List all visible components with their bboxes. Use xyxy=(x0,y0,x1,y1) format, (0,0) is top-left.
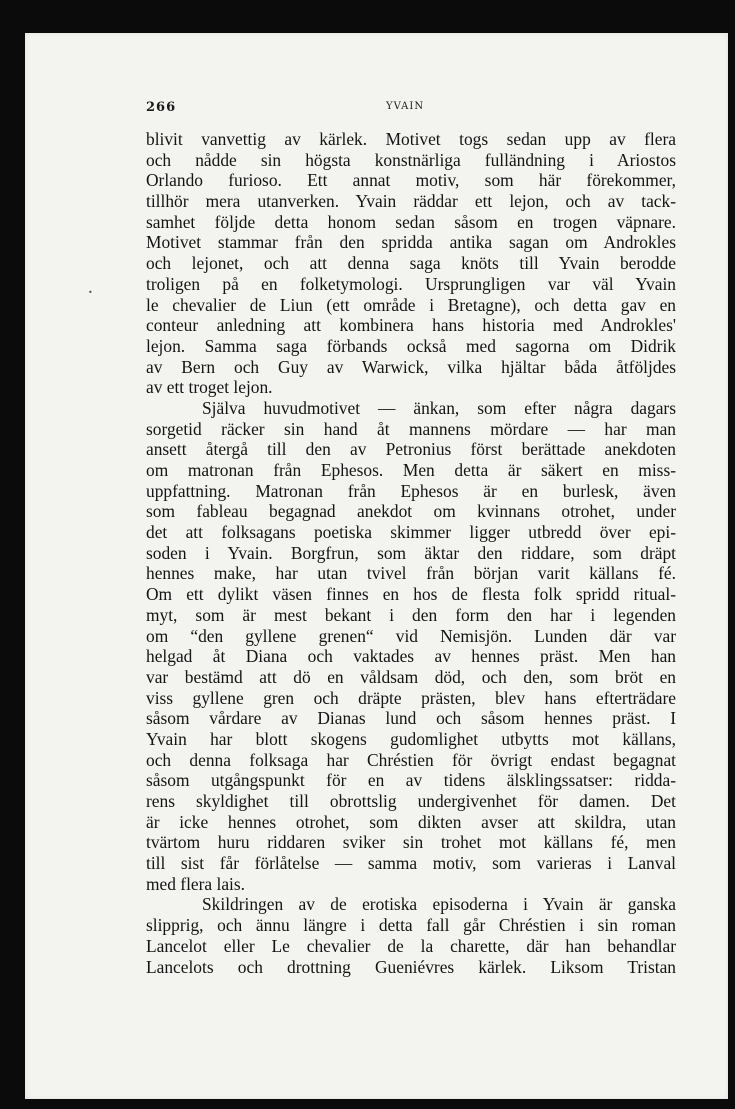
text-line: tvärtom huru riddaren sviker sin trohet mot källans fé, men xyxy=(146,832,676,853)
text-line: Yvain har blott skogens gudomlighet utbytts mot källans, xyxy=(146,728,676,749)
page-header xyxy=(146,100,676,120)
text-line: och denna folksaga har Chréstien för övrigt endast begagnat xyxy=(146,749,676,770)
text-line: Själva huvudmotivet — änkan, som efter några dagars xyxy=(202,397,676,418)
text-line: av ett troget lejon. xyxy=(146,377,273,398)
text-line: såsom vårdare av Dianas lund och såsom hennes präst. I xyxy=(146,708,676,729)
margin-mark: • xyxy=(88,288,93,297)
text-line: tillhör mera utanverken. Yvain räddar ett lejon, och av tack- xyxy=(146,191,676,212)
text-line: troligen på en folketymologi. Ursprungligen var väl Yvain xyxy=(146,273,676,294)
running-title: YVAIN xyxy=(386,101,425,112)
text-line: le chevalier de Liun (ett område i Bretagne), och detta gav en xyxy=(146,294,676,315)
text-line: som fableau begagnad anekdot om kvinnans otrohet, under xyxy=(146,501,676,522)
text-line: Skildringen av de erotiska episoderna i Yvain är ganska xyxy=(202,894,676,915)
text-line: Om ett dylikt väsen finnes en hos de flesta folk spridd ritual- xyxy=(146,584,676,605)
text-line: av Bern och Guy av Warwick, vilka hjältar båda åtföljdes xyxy=(146,356,676,377)
text-line: rens skyldighet till obrottslig undergivenhet för damen. Det xyxy=(146,791,676,811)
text-line: viss gyllene gren och dräpte prästen, blev hans efterträdare xyxy=(146,687,676,708)
text-line: om “den gyllene grenen“ vid Nemisjön. Lunden där var xyxy=(146,625,676,646)
text-line: sorgetid räcker sin hand åt mannens mördare — har man xyxy=(146,418,676,439)
text-line: och nådde sin högsta konstnärliga fulländning i Ariostos xyxy=(146,149,676,170)
text-line: helgad åt Diana och vaktades av hennes präst. Men han xyxy=(146,646,676,667)
text-line: blivit vanvettig av kärlek. Motivet togs sedan upp av flera xyxy=(146,129,676,149)
text-line: myt, som är mest bekant i den form den har i legenden xyxy=(146,604,676,625)
text-line: var bestämd att dö en våldsam död, och den, som bröt en xyxy=(146,666,676,687)
text-line: och lejonet, och att denna saga knöts till Yvain berodde xyxy=(146,253,676,274)
text-line: Lancelots och drottning Gueniévres kärlek. Liksom Tristan xyxy=(146,956,676,977)
text-line: Motivet stammar från den spridda antika sagan om Androkles xyxy=(146,232,676,253)
text-line: med flera lais. xyxy=(146,873,245,894)
text-line: hennes make, har utan tvivel från början varit källans fé. xyxy=(146,563,676,584)
text-line: slipprig, och ännu längre i detta fall går Chréstien i sin roman xyxy=(146,915,676,936)
page-number: 266 xyxy=(146,100,177,115)
text-line: samhet följde detta honom sedan såsom en trogen väpnare. xyxy=(146,211,676,232)
text-line: Lancelot eller Le chevalier de la charette, där han behandlar xyxy=(146,935,676,956)
text-line: om matronan från Ephesos. Men detta är säkert en miss- xyxy=(146,460,676,480)
text-line: soden i Yvain. Borgfrun, som äktar den riddare, som dräpt xyxy=(146,542,676,563)
text-line: till sist får förlåtelse — samma motiv, som varieras i Lanval xyxy=(146,853,676,874)
text-line: är icke hennes otrohet, som dikten avser att skildra, utan xyxy=(146,811,676,832)
text-line: Orlando furioso. Ett annat motiv, som här förekommer, xyxy=(146,170,676,191)
text-line: conteur anledning att kombinera hans historia med Androkles' xyxy=(146,315,676,336)
body-text xyxy=(146,129,676,977)
text-line: ansett återgå till den av Petronius först berättade anekdoten xyxy=(146,439,676,460)
text-line: såsom utgångspunkt för en av tidens älsklingssatser: ridda- xyxy=(146,770,676,791)
text-line: uppfattning. Matronan från Ephesos är en burlesk, även xyxy=(146,480,676,501)
text-line: lejon. Samma saga förbands också med sagorna om Didrik xyxy=(146,335,676,356)
text-line: det att folksagans poetiska skimmer ligger utbredd över epi- xyxy=(146,522,676,543)
